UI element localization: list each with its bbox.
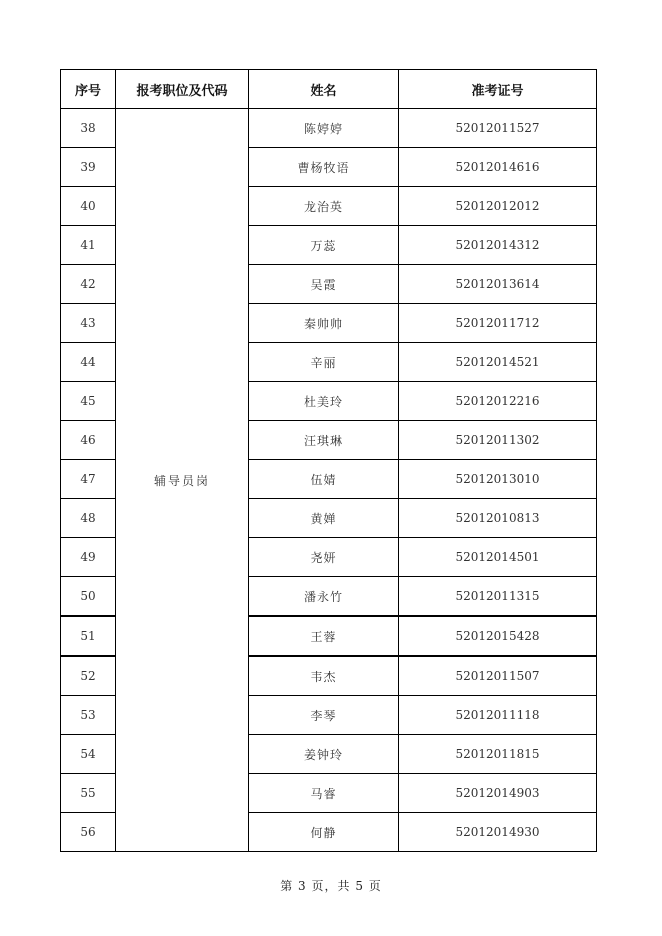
row-seq: 52	[61, 656, 116, 696]
row-name: 龙治英	[249, 187, 399, 226]
row-exam-id: 52012011302	[399, 421, 597, 460]
row-exam-id: 52012014616	[399, 148, 597, 187]
row-name: 吴霞	[249, 265, 399, 304]
position-cell: 辅导员岗	[116, 109, 249, 852]
row-name: 马睿	[249, 774, 399, 813]
row-exam-id: 52012011712	[399, 304, 597, 343]
row-name: 辛丽	[249, 343, 399, 382]
row-seq: 39	[61, 148, 116, 187]
header-seq: 序号	[61, 70, 116, 109]
row-name: 姜钟玲	[249, 735, 399, 774]
candidate-table	[60, 69, 597, 852]
row-name: 黄婵	[249, 499, 399, 538]
row-name: 秦帅帅	[249, 304, 399, 343]
row-exam-id: 52012014903	[399, 774, 597, 813]
row-name: 万蕊	[249, 226, 399, 265]
row-name: 陈婷婷	[249, 109, 399, 148]
header-position: 报考职位及代码	[116, 70, 249, 109]
row-exam-id: 52012013614	[399, 265, 597, 304]
row-name: 汪琪琳	[249, 421, 399, 460]
row-seq: 51	[61, 616, 116, 656]
row-name: 杜美玲	[249, 382, 399, 421]
row-seq: 40	[61, 187, 116, 226]
row-seq: 53	[61, 696, 116, 735]
row-seq: 47	[61, 460, 116, 499]
row-exam-id: 52012012012	[399, 187, 597, 226]
row-seq: 44	[61, 343, 116, 382]
row-name: 潘永竹	[249, 577, 399, 617]
row-seq: 54	[61, 735, 116, 774]
row-name: 王蓉	[249, 616, 399, 656]
table-body	[61, 109, 597, 852]
row-seq: 46	[61, 421, 116, 460]
row-seq: 48	[61, 499, 116, 538]
row-name: 何静	[249, 813, 399, 852]
row-exam-id: 52012015428	[399, 616, 597, 656]
row-name: 尧妍	[249, 538, 399, 577]
row-seq: 43	[61, 304, 116, 343]
row-seq: 41	[61, 226, 116, 265]
row-name: 李琴	[249, 696, 399, 735]
row-exam-id: 52012010813	[399, 499, 597, 538]
table-header-row	[61, 70, 597, 109]
row-exam-id: 52012014501	[399, 538, 597, 577]
row-exam-id: 52012011118	[399, 696, 597, 735]
row-name: 韦杰	[249, 656, 399, 696]
row-seq: 50	[61, 577, 116, 617]
row-name: 伍婧	[249, 460, 399, 499]
row-exam-id: 52012011315	[399, 577, 597, 617]
row-exam-id: 52012014930	[399, 813, 597, 852]
row-seq: 45	[61, 382, 116, 421]
header-exam-id: 准考证号	[399, 70, 597, 109]
header-name: 姓名	[249, 70, 399, 109]
row-exam-id: 52012013010	[399, 460, 597, 499]
page-footer: 第 3 页，共 5 页	[280, 879, 382, 893]
row-exam-id: 52012014521	[399, 343, 597, 382]
row-exam-id: 52012011507	[399, 656, 597, 696]
row-exam-id: 52012012216	[399, 382, 597, 421]
row-seq: 42	[61, 265, 116, 304]
row-exam-id: 52012011815	[399, 735, 597, 774]
row-seq: 49	[61, 538, 116, 577]
table-row	[61, 109, 597, 148]
row-seq: 38	[61, 109, 116, 148]
row-seq: 56	[61, 813, 116, 852]
row-seq: 55	[61, 774, 116, 813]
row-exam-id: 52012014312	[399, 226, 597, 265]
row-exam-id: 52012011527	[399, 109, 597, 148]
row-name: 曹杨牧语	[249, 148, 399, 187]
